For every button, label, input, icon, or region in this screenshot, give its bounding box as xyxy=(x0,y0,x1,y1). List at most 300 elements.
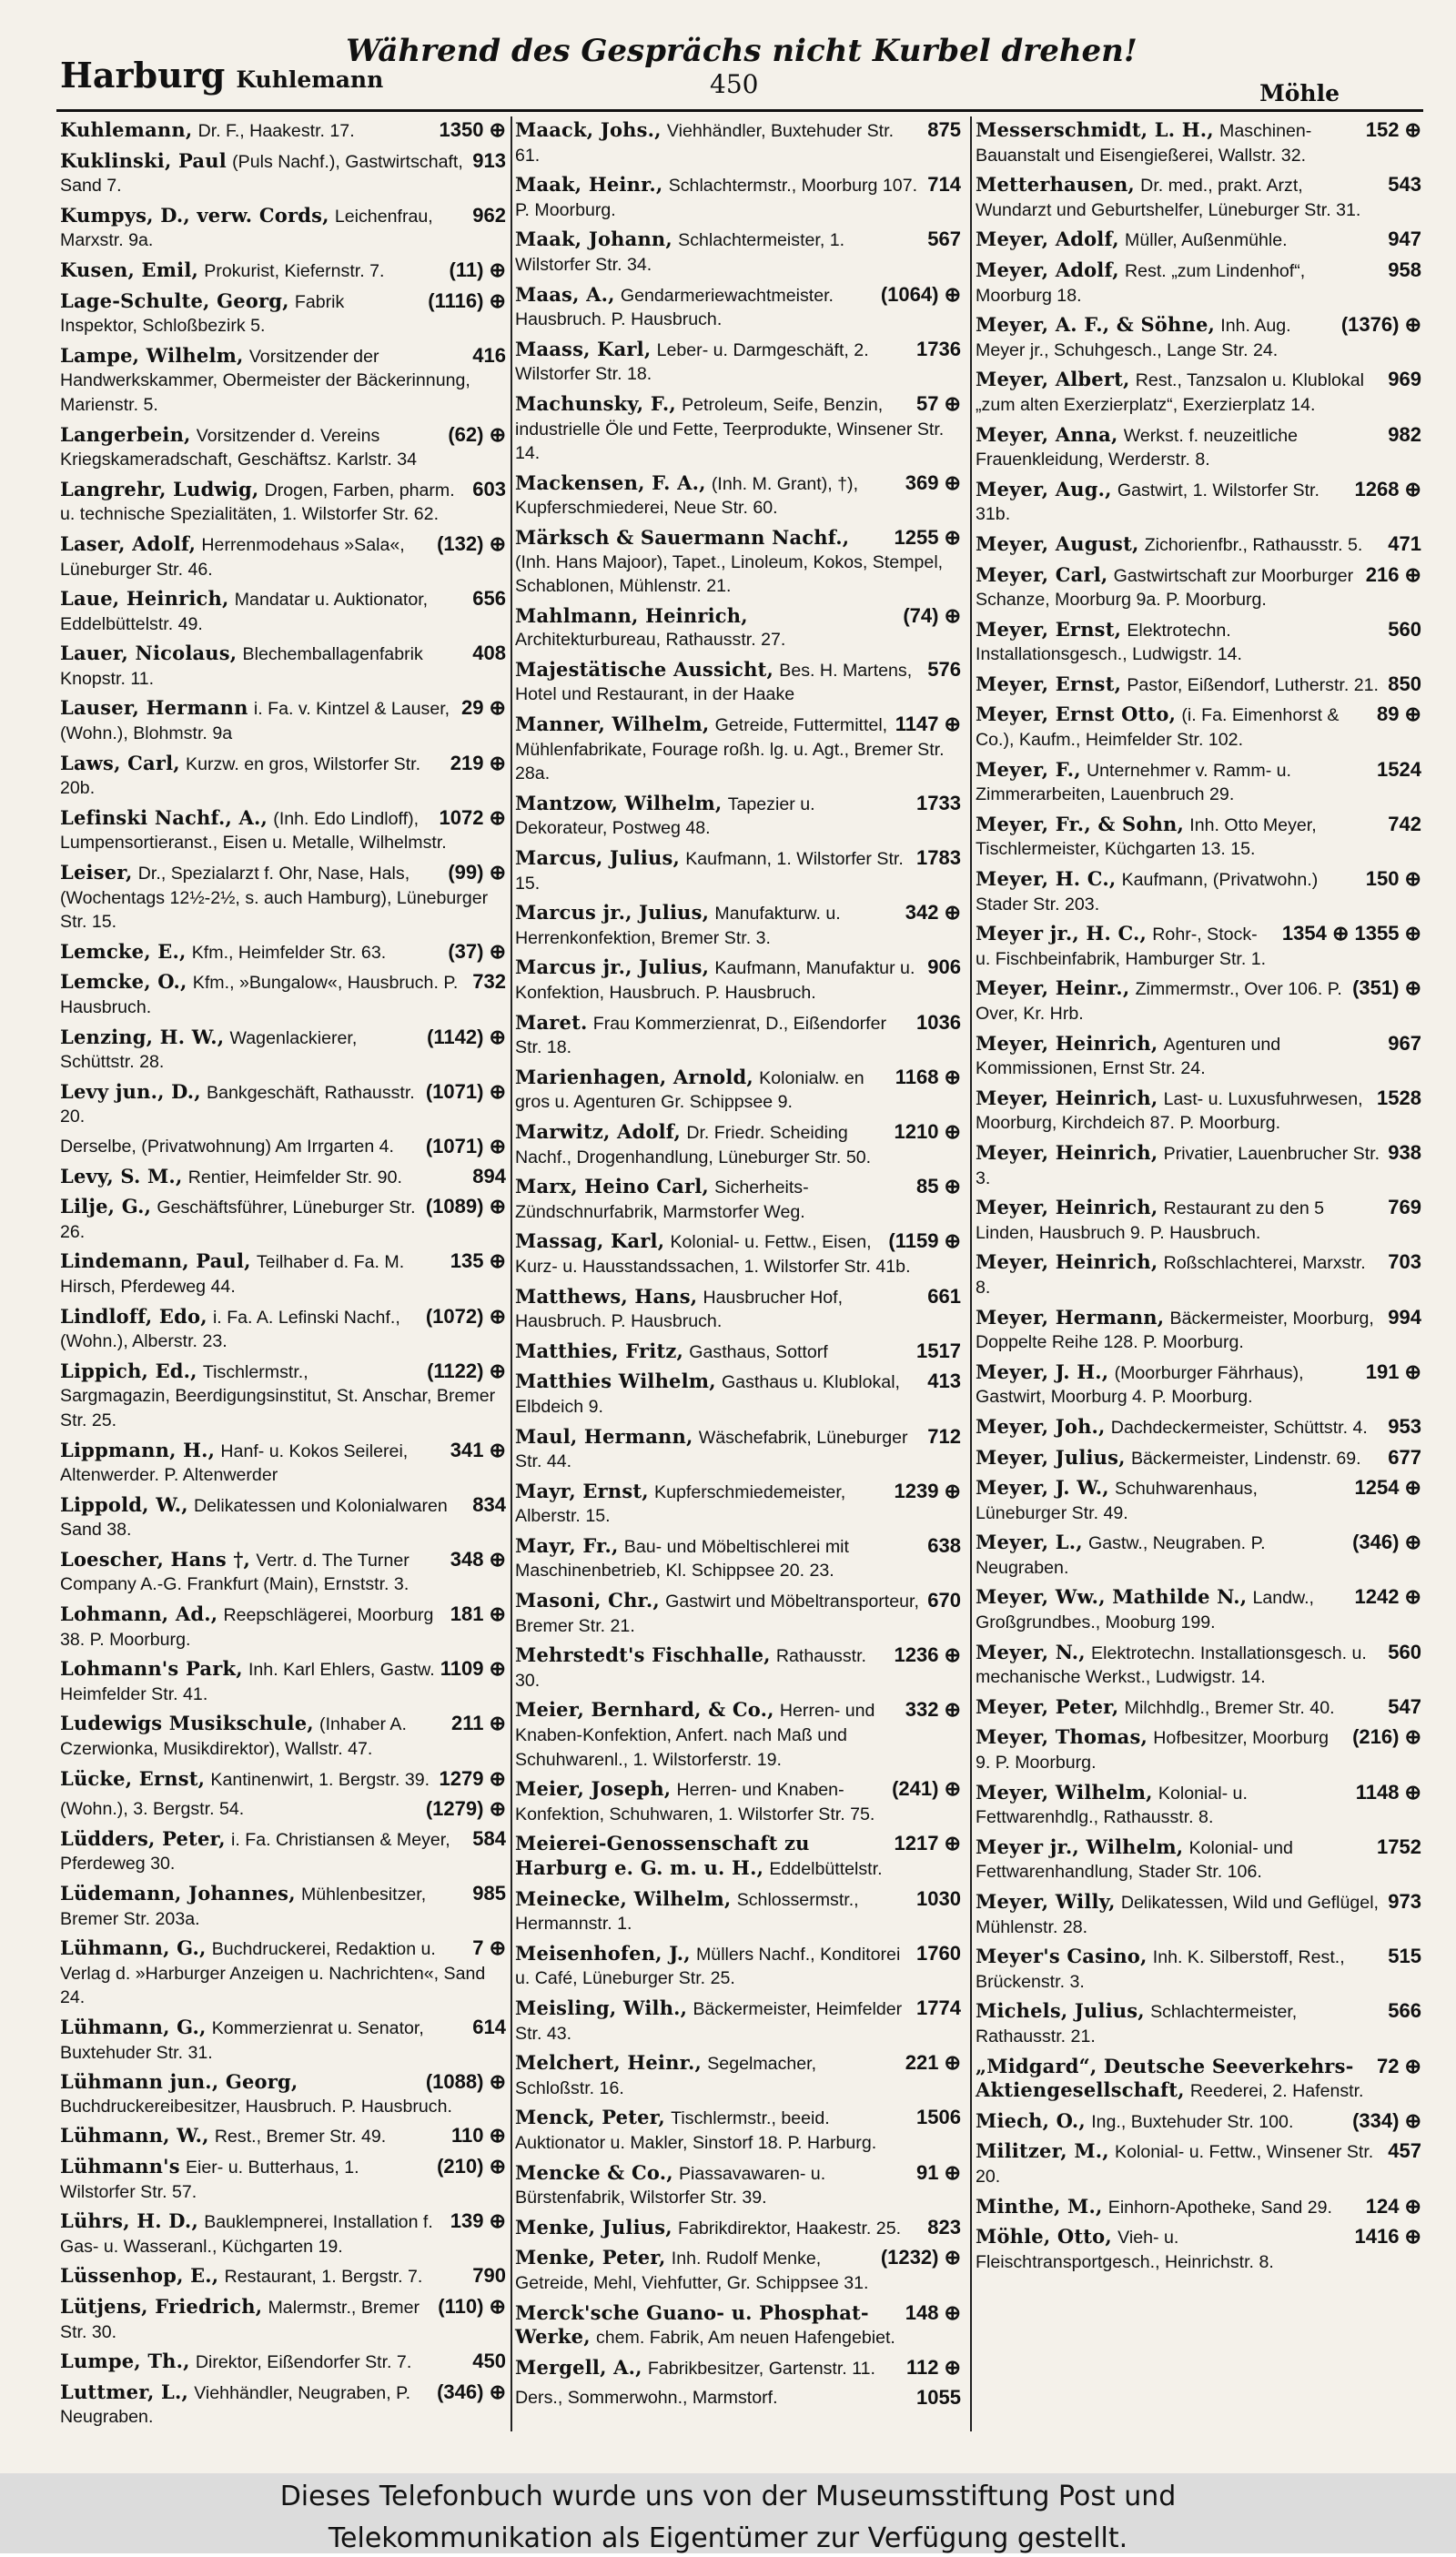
subscriber-name: Lüdders, Peter, xyxy=(60,1826,226,1850)
directory-entry xyxy=(515,118,961,167)
directory-entry xyxy=(60,970,506,1019)
phone-number: (1064) ⊕ xyxy=(880,282,961,306)
subscriber-name: Kusen, Emil, xyxy=(60,258,199,281)
subscriber-details: (Inh. Edo Lindloff), Lumpensortieranst., Eisen u. Metalle, Wilhelmstr. xyxy=(60,808,447,854)
phone-number: 148 ⊕ xyxy=(905,2300,961,2324)
subscriber-details: i. Fa. Christiansen & Meyer, Pferdeweg 30. xyxy=(60,1829,450,1875)
directory-entry xyxy=(976,1360,1421,1410)
phone-number: (1116) ⊕ xyxy=(428,288,506,312)
subscriber-name: Lohmann's Park, xyxy=(60,1657,243,1681)
phone-number: 515 xyxy=(1388,1945,1421,1968)
page-number: 450 xyxy=(710,69,759,99)
phone-number: 566 xyxy=(1388,1999,1421,2023)
subscriber-name: Meyer, Heinrich, xyxy=(976,1086,1158,1109)
subscriber-details: Manufakturw. u. Herrenkonfektion, Bremer Str. 3. xyxy=(515,904,841,948)
subscriber-name: Lührs, H. D., xyxy=(60,2209,198,2233)
directory-entry xyxy=(976,2055,1421,2104)
subscriber-name: Mayr, Ernst, xyxy=(515,1479,649,1502)
phone-number: 221 ⊕ xyxy=(905,2051,961,2075)
phone-number: (334) ⊕ xyxy=(1352,2108,1421,2132)
subscriber-name: Laser, Adolf, xyxy=(60,531,197,555)
directory-entry xyxy=(976,1585,1421,1634)
subscriber-details: Blechemballagenfabrik Knopstr. 11. xyxy=(60,644,423,689)
subscriber-name: Marwitz, Adolf, xyxy=(515,1119,682,1143)
directory-entry xyxy=(515,792,961,841)
subscriber-name: Lindemann, Paul, xyxy=(60,1249,251,1273)
subscriber-details: Kantinenwirt, 1. Bergstr. 39. xyxy=(210,1769,430,1790)
phone-number: 1350 ⊕ xyxy=(439,118,506,141)
phone-number: 72 ⊕ xyxy=(1376,2054,1421,2077)
subscriber-name: Menke, Peter, xyxy=(515,2246,666,2269)
phone-number: 211 ⊕ xyxy=(450,1712,506,1735)
directory-entry xyxy=(515,2216,961,2241)
subscriber-details: Kolonial- u. Fettwarenhdlg., Rathausstr. 8. xyxy=(976,1783,1248,1828)
directory-entry xyxy=(60,532,506,581)
column-2 xyxy=(515,118,961,2416)
subscriber-details: Hofbesitzer, Moorburg 9. P. Moorburg. xyxy=(976,1728,1329,1774)
directory-entry xyxy=(515,604,961,652)
phone-number: 57 ⊕ xyxy=(915,391,961,415)
directory-entry xyxy=(976,1196,1421,1245)
subscriber-details: i. Fa. v. Kintzel & Lauser, (Wohn.), Blohmstr. 9a xyxy=(60,699,450,744)
phone-number: 216 ⊕ xyxy=(1365,562,1421,586)
phone-number: 790 xyxy=(472,2264,506,2288)
footer-line-1: Dieses Telefonbuch wurde uns von der Museumsstiftung Post und xyxy=(279,2481,1177,2512)
subscriber-name: Leiser, xyxy=(60,861,133,884)
subscriber-name: Meierei-Genossenschaft zu Harburg e. G. m. u. H., xyxy=(515,1832,810,1879)
phone-number: 471 xyxy=(1388,531,1421,555)
subscriber-name: Maack, Johs., xyxy=(515,118,662,141)
phone-number: 416 xyxy=(472,343,506,367)
directory-entry xyxy=(515,1589,961,1638)
directory-entry xyxy=(60,2209,506,2259)
subscriber-name: Mencke & Co., xyxy=(515,2160,673,2184)
subscriber-name: Maas, A., xyxy=(515,282,615,306)
directory-entry xyxy=(515,338,961,387)
subscriber-details: Gasthaus u. Klublokal, Elbdeich 9. xyxy=(515,1372,900,1417)
subscriber-name: Meyer, Aug., xyxy=(976,477,1112,500)
directory-entry xyxy=(976,976,1421,1026)
subscriber-name: Meyer, F., xyxy=(976,757,1081,781)
directory-entry xyxy=(60,1080,506,1129)
directory-entry xyxy=(60,1165,506,1190)
subscriber-name: Kuhlemann, xyxy=(60,118,193,141)
crank-warning: Während des Gesprächs nicht Kurbel drehen! xyxy=(346,33,1138,69)
directory-entry xyxy=(515,1942,961,1991)
subscriber-details: Gastwirt, 1. Wilstorfer Str. 31b. xyxy=(976,480,1320,525)
phone-number: 1733 xyxy=(916,791,961,814)
directory-entry xyxy=(976,1890,1421,1939)
subscriber-details: Fabrikbesitzer, Gartenstr. 11. xyxy=(647,2358,875,2379)
subscriber-name: Kumpys, D., verw. Cords, xyxy=(60,203,329,227)
subscriber-details: Tischlermstr., Sargmagazin, Beerdigungsinstitut, St. Anschar, Bremer Str. 25. xyxy=(60,1361,496,1430)
directory-entry xyxy=(515,2106,961,2155)
phone-number: 85 ⊕ xyxy=(915,1175,961,1198)
phone-number: 457 xyxy=(1388,2139,1421,2163)
subscriber-name: Mahlmann, Heinrich, xyxy=(515,603,748,627)
phone-number: 732 xyxy=(472,970,506,994)
subscriber-details: Restaurant zu den 5 Linden, Hausbruch 9. P. Hausbruch. xyxy=(976,1198,1325,1243)
city-name: Harburg xyxy=(60,55,226,96)
subscriber-name: Meyer, Julius, xyxy=(976,1445,1126,1469)
subscriber-name: Meyer, Adolf, xyxy=(976,258,1119,281)
subscriber-details: Zichorienfbr., Rathausstr. 5. xyxy=(1144,534,1363,555)
directory-entry xyxy=(60,1135,506,1159)
directory-entry xyxy=(515,1887,961,1936)
phone-number: 1354 ⊕ 1355 ⊕ xyxy=(1281,922,1421,945)
phone-number: 124 ⊕ xyxy=(1365,2194,1421,2218)
subscriber-name: Mehrstedt's Fischhalle, xyxy=(515,1643,771,1667)
phone-number: (1122) ⊕ xyxy=(427,1359,506,1382)
subscriber-name: Meyer, Albert, xyxy=(976,368,1130,391)
directory-entry xyxy=(60,587,506,636)
directory-entry xyxy=(60,806,506,855)
subscriber-name: Meisling, Wilh., xyxy=(515,1996,688,2019)
directory-entry xyxy=(60,1439,506,1488)
subscriber-name: Meyer, Ernst, xyxy=(976,617,1122,641)
phone-number: 894 xyxy=(472,1164,506,1188)
subscriber-details: Vertr. d. The Turner Company A.-G. Frankfurt (Main), Ernststr. 3. xyxy=(60,1550,410,1595)
phone-number: 967 xyxy=(1388,1031,1421,1055)
directory-entry xyxy=(60,861,506,935)
phone-number: 547 xyxy=(1388,1694,1421,1718)
subscriber-name: Meyer, J. H., xyxy=(976,1359,1109,1383)
phone-number: 834 xyxy=(472,1492,506,1516)
subscriber-name: Meier, Joseph, xyxy=(515,1777,672,1801)
subscriber-details: (Inh. M. Grant), †), Kupferschmiederei, Neue Str. 60. xyxy=(515,473,859,519)
subscriber-details: Herrenmodehaus »Sala«, Lüneburger Str. 46. xyxy=(60,534,405,580)
subscriber-name: Loescher, Hans †, xyxy=(60,1547,251,1571)
directory-entry xyxy=(60,2295,506,2344)
directory-entry xyxy=(976,368,1421,417)
subscriber-details: Derselbe, (Privatwohnung) Am Irrgarten 4. xyxy=(60,1136,394,1157)
subscriber-details: Eddelbüttelstr. xyxy=(769,1859,883,1879)
phone-number: (37) ⊕ xyxy=(448,939,506,963)
phone-number: 576 xyxy=(927,657,961,681)
directory-entry xyxy=(515,173,961,222)
directory-entry xyxy=(515,901,961,950)
phone-number: 1030 xyxy=(916,1886,961,1910)
directory-entry xyxy=(976,1250,1421,1299)
phone-number: 850 xyxy=(1388,672,1421,695)
directory-entry xyxy=(976,532,1421,558)
directory-entry xyxy=(60,1936,506,2010)
phone-number: 139 ⊕ xyxy=(450,2209,506,2233)
directory-entry xyxy=(976,618,1421,667)
subscriber-name: Matthies Wilhelm, xyxy=(515,1369,716,1393)
phone-number: 1210 ⊕ xyxy=(894,1119,961,1143)
subscriber-name: Langerbein, xyxy=(60,422,191,446)
directory-entry xyxy=(515,1643,961,1693)
subscriber-details: Kaufmann, (Privatwohn.) Stader Str. 203. xyxy=(976,870,1319,915)
subscriber-details: Dr. Friedr. Scheiding Nachf., Drogenhandlung, Lüneburger Str. 50. xyxy=(515,1122,872,1167)
subscriber-name: Manner, Wilhelm, xyxy=(515,713,710,736)
directory-entry xyxy=(515,2246,961,2295)
phone-number: 1036 xyxy=(916,1010,961,1034)
subscriber-name: Meyer, Willy, xyxy=(976,1890,1116,1913)
directory-entry xyxy=(976,563,1421,612)
directory-entry xyxy=(60,1493,506,1542)
subscriber-details: Privatier, Lauenbrucher Str. 3. xyxy=(976,1143,1380,1188)
directory-entry xyxy=(515,1229,961,1278)
directory-entry xyxy=(60,2264,506,2289)
subscriber-name: „Midgard“, Deutsche Seeverkehrs-Aktiengesellschaft, xyxy=(976,2054,1354,2102)
subscriber-details: Ing., Buxtehuder Str. 100. xyxy=(1091,2111,1294,2132)
directory-entry xyxy=(976,1641,1421,1690)
phone-number: 913 xyxy=(472,148,506,172)
subscriber-details: Kfm., »Bungalow«, Hausbruch. P. Hausbruch. xyxy=(60,973,459,1017)
subscriber-details: Fabrikdirektor, Haakestr. 25. xyxy=(678,2218,902,2239)
subscriber-name: Meyer, Ernst Otto, xyxy=(976,702,1177,726)
phone-number: 969 xyxy=(1388,368,1421,391)
subscriber-name: Meyer, Adolf, xyxy=(976,227,1119,251)
directory-entry xyxy=(515,1175,961,1224)
phone-number: 1109 ⊕ xyxy=(440,1657,506,1681)
directory-entry xyxy=(60,940,506,965)
subscriber-details: Fabrik Inspektor, Schloßbezirk 5. xyxy=(60,291,345,337)
subscriber-details: Inh. Rudolf Menke, Getreide, Mehl, Viehfutter, Gr. Schippsee 31. xyxy=(515,2249,869,2293)
phone-number: 567 xyxy=(927,227,961,251)
subscriber-details: Mühlenbesitzer, Bremer Str. 203a. xyxy=(60,1885,427,1929)
subscriber-details: Viehhändler, Neugraben, P. Neugraben. xyxy=(60,2382,411,2428)
subscriber-name: Meyer's Casino, xyxy=(976,1945,1148,1968)
directory-entry xyxy=(60,1548,506,1597)
phone-number: 973 xyxy=(1388,1890,1421,1913)
column-1 xyxy=(60,118,506,2435)
directory-entry xyxy=(515,1339,961,1365)
directory-entry xyxy=(60,149,506,198)
phone-number: (346) ⊕ xyxy=(1352,1531,1421,1554)
phone-number: 712 xyxy=(927,1424,961,1448)
phone-number: (1232) ⊕ xyxy=(880,2246,961,2269)
phone-number: 1774 xyxy=(916,1996,961,2019)
directory-entry xyxy=(515,471,961,520)
subscriber-details: Zimmermstr., Over 106. P. Over, Kr. Hrb. xyxy=(976,979,1342,1024)
directory-entry xyxy=(976,1032,1421,1081)
phone-number: 1736 xyxy=(916,337,961,360)
subscriber-details: Gendarmeriewachtmeister. Hausbruch. P. Hausbruch. xyxy=(515,285,834,330)
subscriber-details: Dr., Spezialarzt f. Ohr, Nase, Hals, (Wochentags 12½-2½, s. auch Hamburg), Lüneburger Str. 15. xyxy=(60,864,489,933)
subscriber-details: Dr. F., Haakestr. 17. xyxy=(197,121,355,141)
subscriber-details: Sicherheits-Zündschnurfabrik, Marmstorfer Weg. xyxy=(515,1177,809,1222)
phone-number: 348 ⊕ xyxy=(450,1547,506,1571)
subscriber-name: Maass, Karl, xyxy=(515,337,652,360)
phone-number: 1752 xyxy=(1377,1834,1421,1858)
phone-number: 1239 ⊕ xyxy=(894,1479,961,1502)
subscriber-details: Werkst. f. neuzeitliche Frauenkleidung, Werderstr. 8. xyxy=(976,425,1299,470)
phone-number: 670 xyxy=(927,1589,961,1612)
directory-entry xyxy=(976,922,1421,971)
directory-entry xyxy=(60,289,506,339)
subscriber-details: Inh. K. Silberstoff, Rest., Brückenstr. 3. xyxy=(976,1947,1345,1992)
subscriber-details: Müllers Nachf., Konditorei u. Café, Lüneburger Str. 25. xyxy=(515,1944,901,1989)
subscriber-details: Kolonial- u. Fettw., Eisen, Kurz- u. Hausstandssachen, 1. Wilstorfer Str. 41b. xyxy=(515,1232,911,1277)
subscriber-details: i. Fa. A. Lefinski Nachf., (Wohn.), Alberstr. 23. xyxy=(60,1307,400,1352)
subscriber-details: Frau Kommerzienrat, D., Eißendorfer Str. 18. xyxy=(515,1013,887,1058)
subscriber-name: Lemcke, O., xyxy=(60,970,187,994)
directory-entry xyxy=(976,1695,1421,1721)
subscriber-details: Delikatessen und Kolonialwaren Sand 38. xyxy=(60,1495,448,1541)
phone-number: 1148 ⊕ xyxy=(1355,1780,1421,1804)
directory-entry xyxy=(976,227,1421,253)
subscriber-details: Dachdeckermeister, Schüttstr. 4. xyxy=(1110,1417,1368,1438)
subscriber-name: Levy jun., D., xyxy=(60,1079,201,1103)
directory-entry xyxy=(976,1531,1421,1580)
directory-entry xyxy=(60,478,506,527)
directory-entry xyxy=(60,118,506,144)
subscriber-name: Machunsky, F., xyxy=(515,391,676,415)
subscriber-details: Gastwirtschaft zur Moorburger Schanze, Moorburg 9a. P. Moorburg. xyxy=(976,565,1354,611)
directory-entry xyxy=(60,1602,506,1652)
directory-entry xyxy=(976,702,1421,752)
directory-entry xyxy=(60,2016,506,2065)
subscriber-name: Mantzow, Wilhelm, xyxy=(515,791,723,814)
phone-number: (1376) ⊕ xyxy=(1340,313,1421,337)
subscriber-details: Rohr-, Stock- u. Fischbeinfabrik, Hamburger Str. 1. xyxy=(976,925,1267,969)
subscriber-details: Vorsitzender d. Vereins Kriegskameradschaft, Geschäftsz. Karlstr. 34 xyxy=(60,425,418,470)
subscriber-name: Lühmann, G., xyxy=(60,2015,207,2038)
phone-number: (110) ⊕ xyxy=(438,2294,506,2318)
subscriber-details: chem. Fabrik, Am neuen Hafengebiet. xyxy=(595,2328,895,2349)
phone-number: 1416 ⊕ xyxy=(1354,2225,1421,2249)
subscriber-name: Lage-Schulte, Georg, xyxy=(60,288,289,312)
directory-entry xyxy=(976,423,1421,472)
subscriber-details: Gastwirt und Möbeltransporteur, Bremer Str. 21. xyxy=(515,1592,919,1636)
subscriber-details: Bankgeschäft, Rathausstr. 20. xyxy=(60,1082,415,1127)
running-head-left xyxy=(60,55,383,96)
subscriber-name: Meyer jr., H. C., xyxy=(976,922,1148,945)
phone-number: 875 xyxy=(927,118,961,141)
directory-entry xyxy=(515,955,961,1005)
directory-entry xyxy=(60,423,506,472)
directory-entry xyxy=(60,1305,506,1354)
subscriber-name: Lüdemann, Johannes, xyxy=(60,1882,296,1905)
directory-entry xyxy=(515,1480,961,1529)
subscriber-details: Leichenfrau, Marxstr. 9a. xyxy=(60,206,433,251)
phone-number: 638 xyxy=(927,1533,961,1557)
phone-number: 1236 ⊕ xyxy=(894,1643,961,1667)
subscriber-details: (Moorburger Fährhaus), Gastwirt, Moorburg 4. P. Moorburg. xyxy=(976,1362,1304,1408)
directory-entry xyxy=(60,696,506,745)
subscriber-details: Kupferschmiedemeister, Alberstr. 15. xyxy=(515,1481,846,1527)
subscriber-details: (Wohn.), 3. Bergstr. 54. xyxy=(60,1799,245,1820)
subscriber-details: Ders., Sommerwohn., Marmstorf. xyxy=(515,2388,778,2409)
phone-number: 962 xyxy=(472,203,506,227)
directory-entry xyxy=(515,713,961,786)
subscriber-details: Schuhwarenhaus, Lüneburger Str. 49. xyxy=(976,1479,1258,1523)
phone-number: 219 ⊕ xyxy=(450,751,506,774)
subscriber-name: Meyer, L., xyxy=(976,1531,1083,1554)
subscriber-name: Maul, Hermann, xyxy=(515,1424,693,1448)
directory-entry xyxy=(976,1446,1421,1471)
subscriber-details: Herren- und Knaben-Konfektion, Anfert. nach Maß und Schuhwarenl., 1. Wilstorferstr. 19. xyxy=(515,1701,875,1770)
subscriber-name: Mayr, Fr., xyxy=(515,1533,619,1557)
subscriber-details: Einhorn-Apotheke, Sand 29. xyxy=(1107,2197,1332,2218)
phone-number: 369 ⊕ xyxy=(905,470,961,494)
subscriber-details: Landw., Großgrundbes., Mooburg 199. xyxy=(976,1588,1314,1633)
directory-entry xyxy=(515,658,961,707)
subscriber-details: Bäckermeister, Moorburg, Doppelte Reihe 128. P. Moorburg. xyxy=(976,1308,1374,1353)
subscriber-name: Meyer, Heinrich, xyxy=(976,1196,1158,1219)
subscriber-details: Reederei, 2. Hafenstr. xyxy=(1189,2081,1364,2102)
subscriber-name: Meyer, Anna, xyxy=(976,422,1118,446)
subscriber-name: Meyer, Heinrich, xyxy=(976,1140,1158,1164)
subscriber-name: Messerschmidt, L. H., xyxy=(976,118,1214,141)
subscriber-name: Lindloff, Edo, xyxy=(60,1304,207,1328)
subscriber-name: Meier, Bernhard, & Co., xyxy=(515,1698,774,1722)
subscriber-name: Lütjens, Friedrich, xyxy=(60,2294,263,2318)
directory-entry xyxy=(976,118,1421,167)
subscriber-name: Maak, Heinr., xyxy=(515,173,663,197)
subscriber-details: Tapezier u. Dekorateur, Postweg 48. xyxy=(515,793,815,839)
column-3 xyxy=(976,118,1421,2279)
directory-entry xyxy=(976,1476,1421,1525)
directory-entry xyxy=(515,1369,961,1419)
phone-number: 1055 xyxy=(916,2386,961,2410)
phone-number: 1506 xyxy=(916,2106,961,2129)
directory-entry xyxy=(976,813,1421,862)
phone-number: 714 xyxy=(927,173,961,197)
directory-entry xyxy=(60,2350,506,2375)
subscriber-name: Lauser, Hermann xyxy=(60,696,248,720)
subscriber-details: Segelmacher, Schloßstr. 16. xyxy=(515,2054,817,2098)
phone-number: 677 xyxy=(1388,1445,1421,1469)
subscriber-details: Eier- u. Butterhaus, 1. Wilstorfer Str. 57. xyxy=(60,2157,359,2202)
directory-entry xyxy=(976,1086,1421,1136)
phone-number: (216) ⊕ xyxy=(1352,1725,1421,1749)
directory-entry xyxy=(60,1359,506,1433)
subscriber-name: Meyer, Ernst, xyxy=(976,672,1122,695)
phone-number: 135 ⊕ xyxy=(450,1249,506,1273)
subscriber-details: Rest., Bremer Str. 49. xyxy=(214,2127,387,2148)
directory-entry xyxy=(515,2051,961,2100)
phone-number: (1159 ⊕ xyxy=(888,1229,961,1253)
phone-number: 1072 ⊕ xyxy=(439,805,506,829)
subscriber-details: Kfm., Heimfelder Str. 63. xyxy=(191,942,387,963)
subscriber-details: Geschäftsführer, Lüneburger Str. 26. xyxy=(60,1198,416,1242)
phone-number: (351) ⊕ xyxy=(1352,976,1421,1000)
subscriber-name: Meyer, Heinrich, xyxy=(976,1250,1158,1274)
phone-number: 1279 ⊕ xyxy=(439,1766,506,1790)
subscriber-name: Melchert, Heinr., xyxy=(515,2051,702,2075)
directory-entry xyxy=(976,173,1421,222)
subscriber-details: Bäckermeister, Heimfelder Str. 43. xyxy=(515,1998,903,2044)
phone-number: (132) ⊕ xyxy=(437,531,506,555)
subscriber-name: Matthies, Fritz, xyxy=(515,1339,684,1362)
subscriber-details: Schlachtermeister, Rathausstr. 21. xyxy=(976,2002,1298,2047)
directory-entry xyxy=(976,1141,1421,1190)
directory-entry xyxy=(60,344,506,418)
subscriber-details: Kaufmann, Manufaktur u. Konfektion, Hausbruch. P. Hausbruch. xyxy=(515,958,915,1003)
subscriber-details: Hausbrucher Hof, Hausbruch. P. Hausbruch. xyxy=(515,1287,844,1332)
column-divider xyxy=(511,116,512,2431)
phone-number: 769 xyxy=(1388,1196,1421,1219)
subscriber-details: Kaufmann, 1. Wilstorfer Str. 15. xyxy=(515,849,904,894)
subscriber-details: Maschinen-Bauanstalt und Eisengießerei, Wallstr. 32. xyxy=(976,121,1312,166)
directory-entry xyxy=(515,1832,961,1881)
phone-number: 89 ⊕ xyxy=(1376,702,1421,726)
directory-entry xyxy=(976,258,1421,308)
subscriber-details: Pastor, Eißendorf, Lutherstr. 21. xyxy=(1127,674,1379,695)
subscriber-name: Laue, Heinrich, xyxy=(60,587,229,611)
phone-number: (99) ⊕ xyxy=(448,861,506,884)
phone-number: (1071) ⊕ xyxy=(425,1079,506,1103)
directory-entry xyxy=(515,1011,961,1060)
phone-number: (62) ⊕ xyxy=(448,422,506,446)
subscriber-details: Schlachtermstr., Moorburg 107. P. Moorburg. xyxy=(515,176,918,220)
phone-number: 152 ⊕ xyxy=(1365,118,1421,141)
header-rule xyxy=(56,109,1423,112)
